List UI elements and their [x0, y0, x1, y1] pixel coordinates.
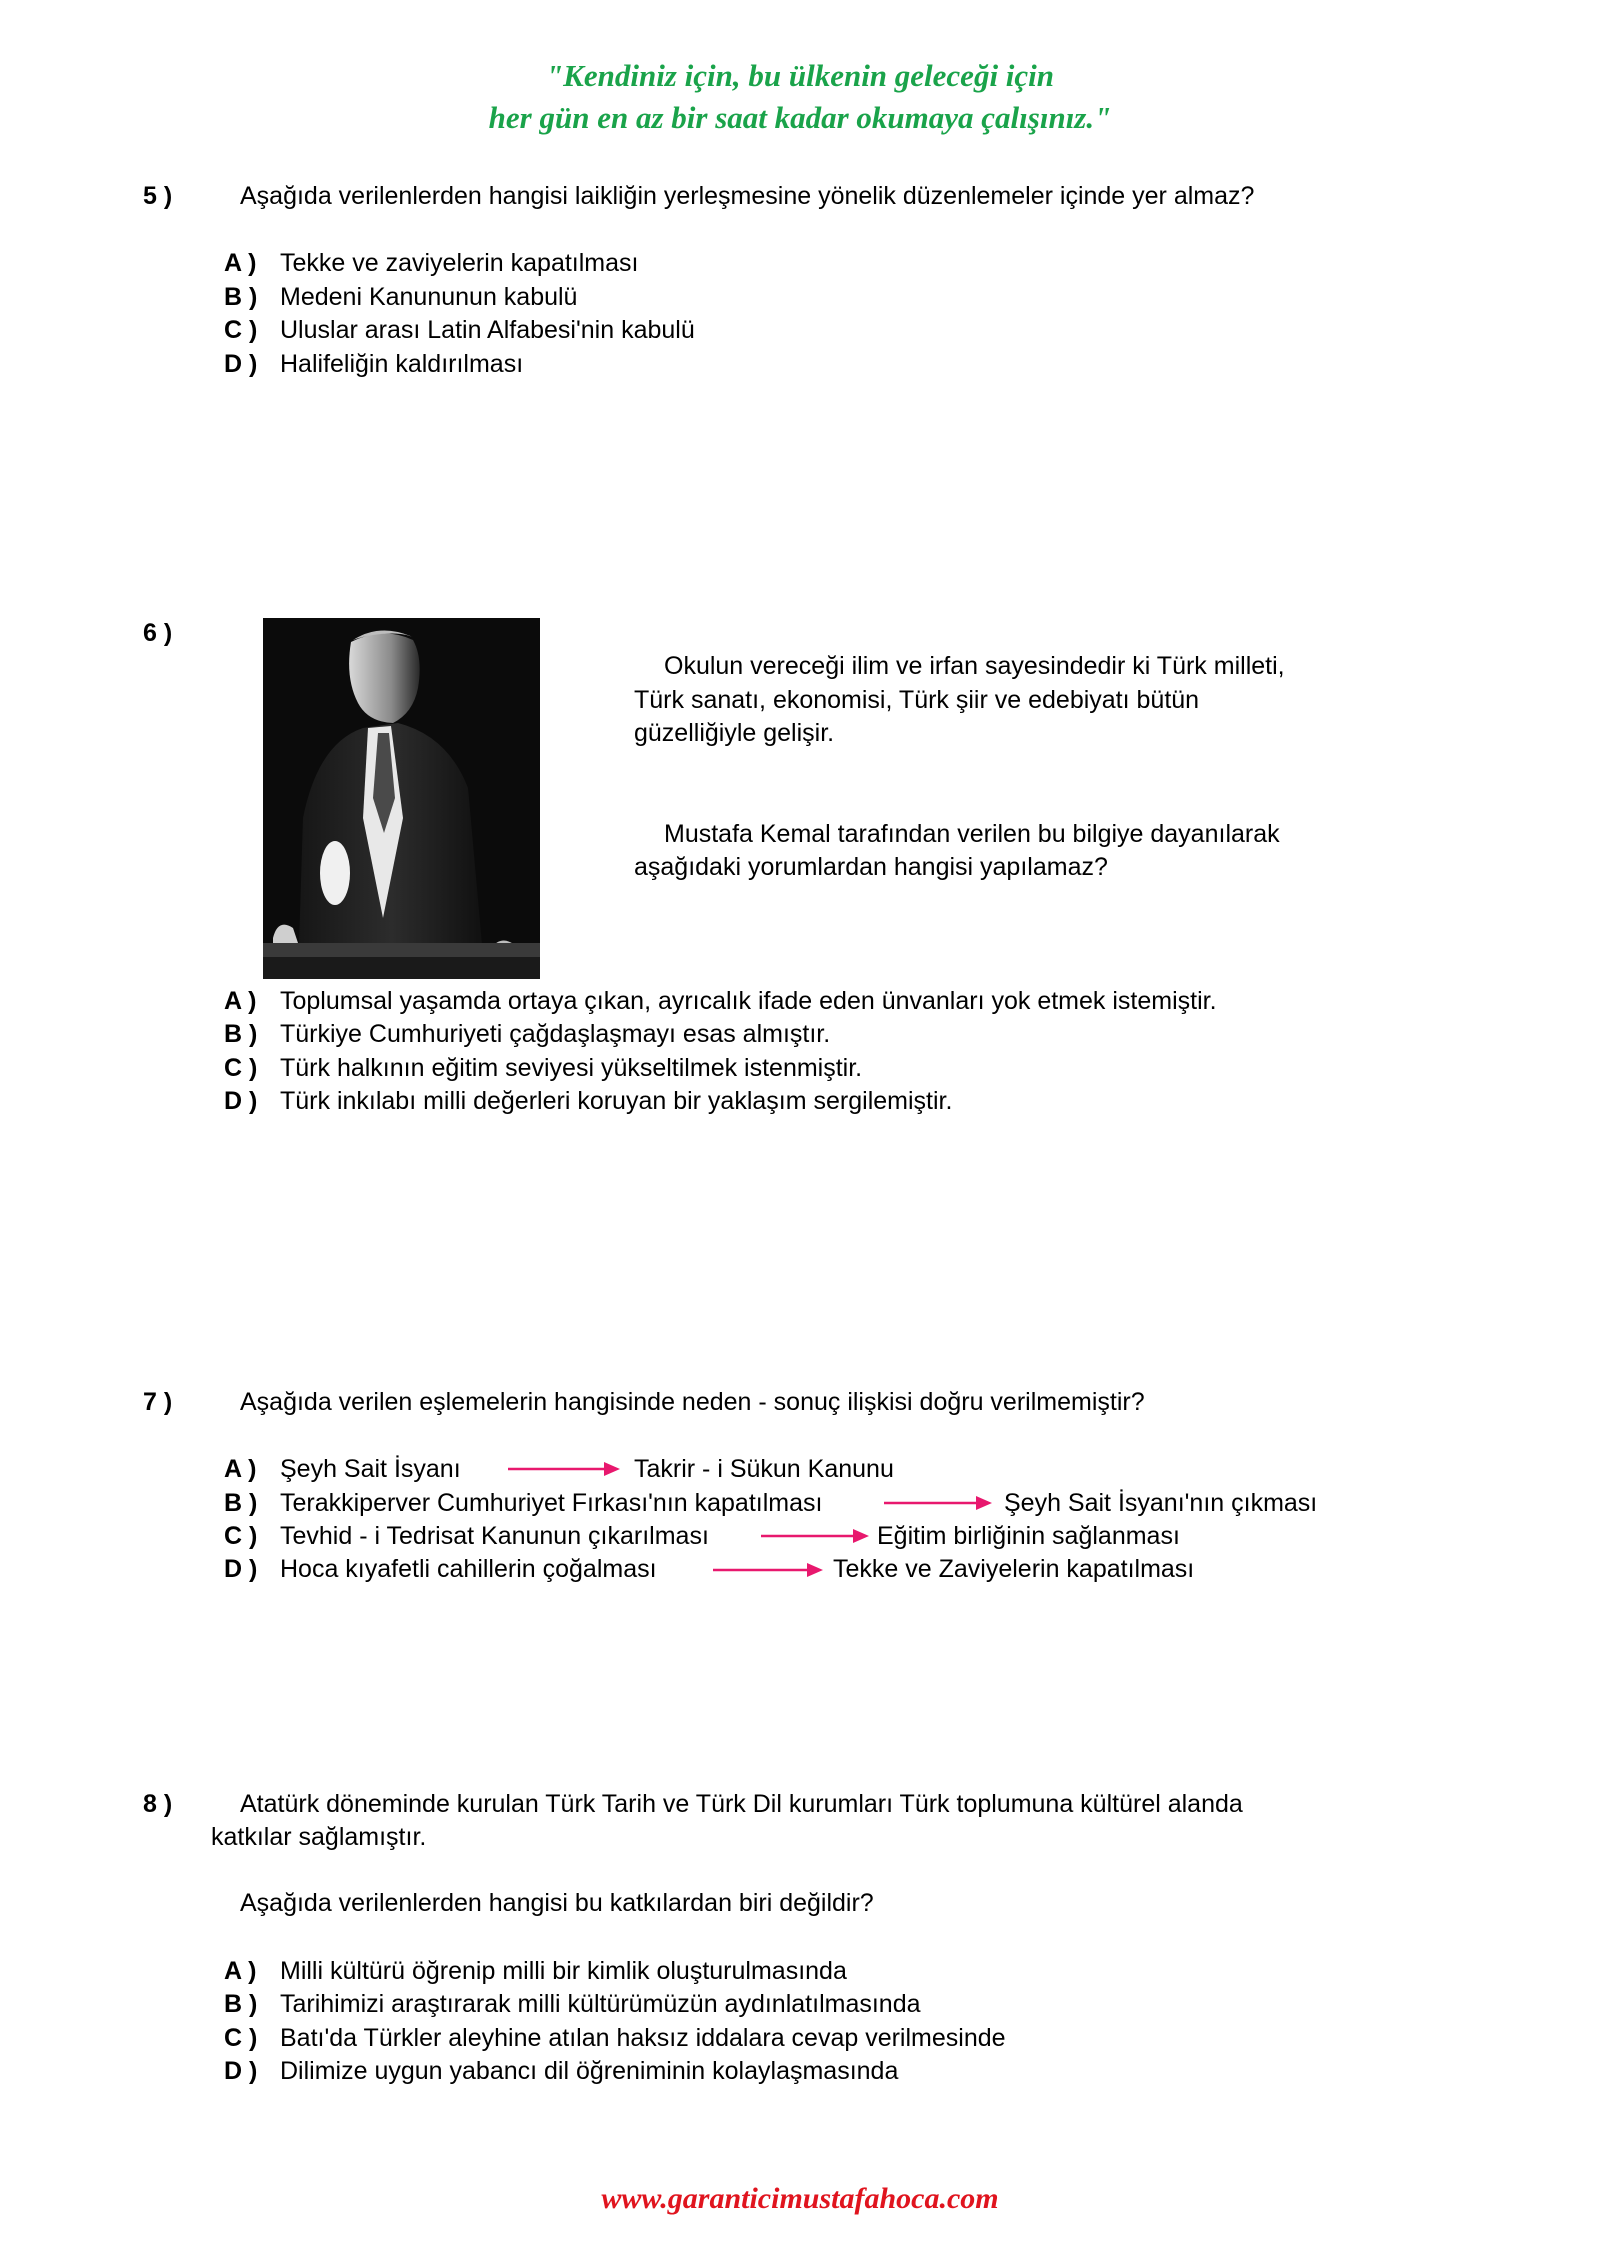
- question-text: Aşağıda verilen eşlemelerin hangisinde neden - sonuç ilişkisi doğru verilmemiştir?: [240, 1388, 1145, 1416]
- option-letter-c: C ): [224, 1522, 258, 1550]
- option-text-d: Halifeliğin kaldırılması: [280, 350, 524, 378]
- option-letter-d: D ): [224, 1555, 258, 1583]
- option-letter-c: C ): [224, 1054, 258, 1082]
- motto-line-1: "Kendiniz için, bu ülkenin geleceği için: [545, 58, 1055, 93]
- question-number: 7 ): [143, 1388, 173, 1416]
- question-number: 5 ): [143, 182, 173, 210]
- prompt-line-1: Mustafa Kemal tarafından verilen bu bilgiye dayanılarak: [664, 820, 1280, 848]
- option-letter-b: B ): [224, 283, 258, 311]
- option-letter-a: A ): [224, 249, 257, 277]
- option-effect-b: Şeyh Sait İsyanı'nın çıkması: [1004, 1489, 1318, 1517]
- option-text-c: Türk halkının eğitim seviyesi yükseltilmek istenmiştir.: [280, 1054, 863, 1082]
- option-letter-d: D ): [224, 1087, 258, 1115]
- question-text-line-1: Atatürk döneminde kurulan Türk Tarih ve Türk Dil kurumları Türk toplumuna kültürel alanda: [240, 1790, 1243, 1818]
- portrait-illustration: [263, 618, 540, 979]
- option-letter-b: B ): [224, 1489, 258, 1517]
- option-letter-b: B ): [224, 1020, 258, 1048]
- question-prompt: Aşağıda verilenlerden hangisi bu katkılardan biri değildir?: [240, 1889, 874, 1917]
- option-text-a: Toplumsal yaşamda ortaya çıkan, ayrıcalık ifade eden ünvanları yok etmek istemiştir.: [280, 987, 1217, 1015]
- quote-line-2: Türk sanatı, ekonomisi, Türk şiir ve edebiyatı bütün: [634, 686, 1200, 714]
- option-text-c: Batı'da Türkler aleyhine atılan haksız iddalara cevap verilmesinde: [280, 2024, 1006, 2052]
- question-number: 6 ): [143, 619, 173, 647]
- arrow-right-icon: [508, 1462, 620, 1476]
- ataturk-portrait-photo: [263, 618, 540, 979]
- option-letter-c: C ): [224, 316, 258, 344]
- option-text-d: Dilimize uygun yabancı dil öğreniminin kolaylaşmasında: [280, 2057, 899, 2085]
- option-letter-a: A ): [224, 1957, 257, 1985]
- option-letter-a: A ): [224, 987, 257, 1015]
- question-number: 8 ): [143, 1790, 173, 1818]
- option-text-b: Türkiye Cumhuriyeti çağdaşlaşmayı esas almıştır.: [280, 1020, 831, 1048]
- option-text-b: Tarihimizi araştırarak milli kültürümüzün aydınlatılmasında: [280, 1990, 921, 2018]
- prompt-line-2: aşağıdaki yorumlardan hangisi yapılamaz?: [634, 853, 1108, 881]
- arrow-right-icon: [761, 1529, 869, 1543]
- quote-line-3: güzelliğiyle gelişir.: [634, 719, 835, 747]
- option-text-a: Milli kültürü öğrenip milli bir kimlik oluşturulmasında: [280, 1957, 847, 1985]
- option-effect-c: Eğitim birliğinin sağlanması: [877, 1522, 1180, 1550]
- option-cause-a: Şeyh Sait İsyanı: [280, 1455, 461, 1483]
- quote-line-1: Okulun vereceği ilim ve irfan sayesindedir ki Türk milleti,: [664, 652, 1285, 680]
- option-effect-a: Takrir - i Sükun Kanunu: [634, 1455, 894, 1483]
- arrow-right-icon: [713, 1563, 823, 1577]
- option-text-a: Tekke ve zaviyelerin kapatılması: [280, 249, 639, 277]
- option-letter-c: C ): [224, 2024, 258, 2052]
- option-effect-d: Tekke ve Zaviyelerin kapatılması: [833, 1555, 1195, 1583]
- footer-website-link[interactable]: www.garanticimustafahoca.com: [601, 2182, 999, 2215]
- option-cause-b: Terakkiperver Cumhuriyet Fırkası'nın kapatılması: [280, 1489, 823, 1517]
- arrow-right-icon: [884, 1496, 992, 1510]
- option-letter-b: B ): [224, 1990, 258, 2018]
- option-text-c: Uluslar arası Latin Alfabesi'nin kabulü: [280, 316, 695, 344]
- option-letter-d: D ): [224, 2057, 258, 2085]
- option-text-b: Medeni Kanununun kabulü: [280, 283, 578, 311]
- option-letter-a: A ): [224, 1455, 257, 1483]
- option-cause-c: Tevhid - i Tedrisat Kanunun çıkarılması: [280, 1522, 709, 1550]
- option-cause-d: Hoca kıyafetli cahillerin çoğalması: [280, 1555, 657, 1583]
- option-letter-d: D ): [224, 350, 258, 378]
- motto-line-2: her gün en az bir saat kadar okumaya çalışınız.": [488, 100, 1112, 135]
- question-text: Aşağıda verilenlerden hangisi laikliğin yerleşmesine yönelik düzenlemeler içinde yer almaz?: [240, 182, 1255, 210]
- question-text-line-2: katkılar sağlamıştır.: [211, 1823, 427, 1851]
- option-text-d: Türk inkılabı milli değerleri koruyan bir yaklaşım sergilemiştir.: [280, 1087, 953, 1115]
